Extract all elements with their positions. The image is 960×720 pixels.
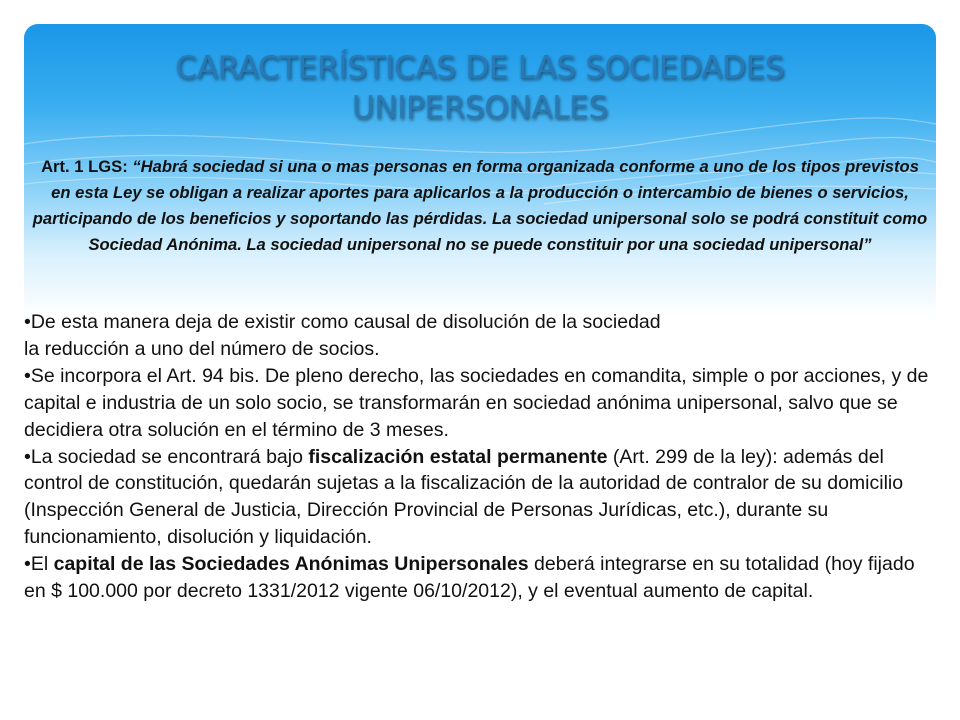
bullet-item xyxy=(24,444,936,552)
slide-title-line-2: UNIPERSONALES xyxy=(352,90,608,126)
article-quote xyxy=(30,154,930,258)
bullet-2-text: •Se incorpora el Art. 94 bis. De pleno derecho, las sociedades en comandita, simple o por acciones, y de capital e industria de un solo socio, se transformarán en sociedad anónima unipersonal, salvo que se decidiera otra solución en el término de 3 meses. xyxy=(24,364,929,441)
bullet-item xyxy=(24,551,936,605)
bullet-1-line-1: •De esta manera deja de existir como causal de disolución de la sociedad xyxy=(24,311,661,333)
slide-title-line-1: CARACTERÍSTICAS DE LAS SOCIEDADES xyxy=(175,50,785,86)
bullet-item xyxy=(24,363,936,444)
bullet-4-bold: capital de las Sociedades Anónimas Unipersonales xyxy=(53,553,529,576)
bullet-item xyxy=(24,309,936,363)
bullet-1-line-2: la reducción a uno del número de socios. xyxy=(24,337,380,360)
bullet-4-before: •El xyxy=(24,553,54,576)
bullet-3-after: (Art. 299 de la ley): además del control de constitución, quedarán sujetas a la fiscalización de la autoridad de contralor de su domicilio (Inspección General de Justicia, Dirección Provincial de Personas Jurídicas, etc.), durante su funcionamiento, disolución y liquidación. xyxy=(24,445,904,549)
bullet-4-after: deberá integrarse en su totalidad (hoy fijado en $ 100.000 por decreto 1331/2012 vigente 06/10/2012), y el eventual aumento de capital. xyxy=(24,553,915,603)
article-reference: Art. 1 LGS: xyxy=(41,157,133,176)
slide-title xyxy=(60,48,900,128)
article-quote-text: “Habrá sociedad si una o mas personas en forma organizada conforme a uno de los tipos previstos en esta Ley se obligan a realizar aportes para aplicarlos a la producción o intercambio de bienes o servicios, participando de los beneficios y soportando las pérdidas. La sociedad unipersonal solo se podrá constituit como Sociedad Anónima. La sociedad unipersonal no se puede constituir por una sociedad unipersonal” xyxy=(32,157,928,254)
bullet-3-bold: fiscalización estatal permanente xyxy=(308,445,608,468)
bullet-list xyxy=(24,309,936,605)
bullet-3-before: •La sociedad se encontrará bajo xyxy=(24,445,309,468)
